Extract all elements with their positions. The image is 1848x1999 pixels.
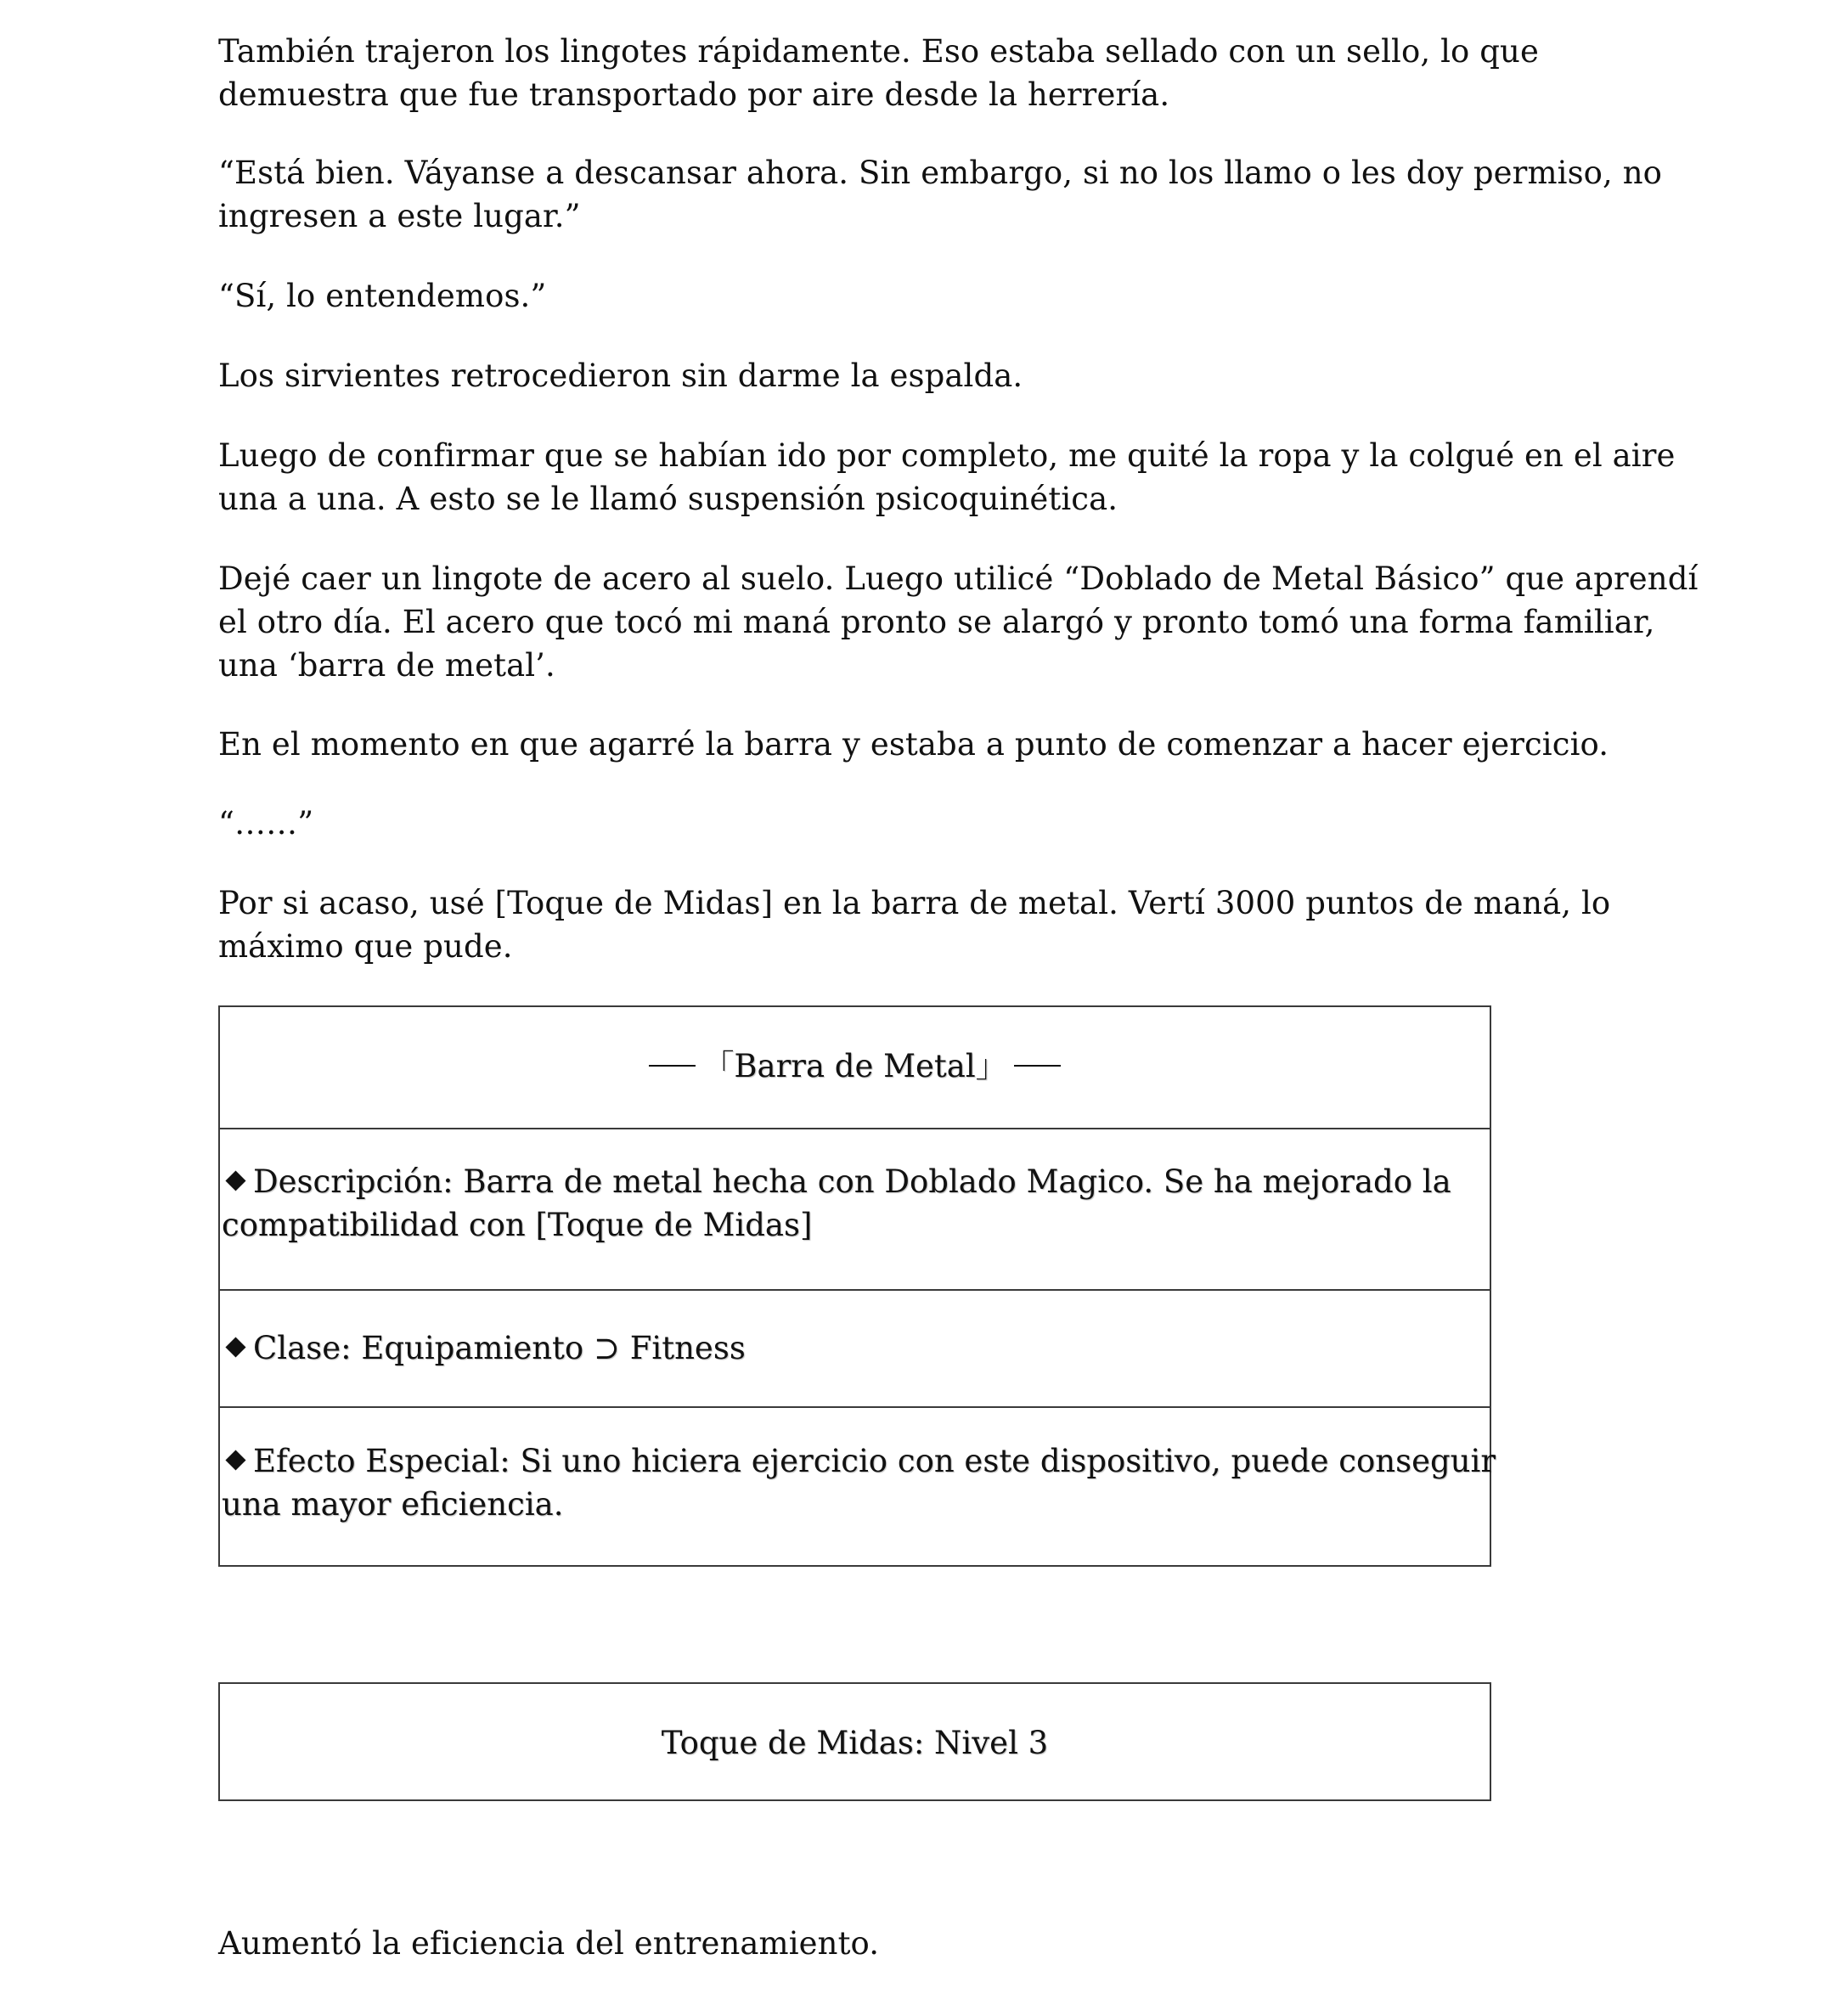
text-line: ingresen a este lugar.” <box>218 198 581 234</box>
item-description-line: compatibilidad con [Toque de Midas] <box>222 1207 813 1243</box>
item-class-text: Clase: Equipamiento ⊃ Fitness <box>253 1330 746 1366</box>
text-line: una a una. A esto se le llamó suspensión psicoquinética. <box>218 481 1118 517</box>
text-line: Los sirvientes retrocedieron sin darme la espalda. <box>218 358 1023 394</box>
text-line: Luego de confirmar que se habían ido por completo, me quité la ropa y la colgué en el aire <box>218 437 1676 474</box>
item-class-row <box>220 1289 1490 1406</box>
paragraph-silence <box>218 802 1679 845</box>
skill-level-window <box>218 1682 1491 1801</box>
text-line: “Sí, lo entendemos.” <box>218 278 547 314</box>
text-line: También trajeron los lingotes rápidamente. Eso estaba sellado con un sello, lo que <box>218 33 1539 70</box>
paragraph-metal-bending <box>218 557 1699 687</box>
diamond-bullet-icon <box>225 1450 245 1470</box>
text-line: “……” <box>218 805 314 842</box>
item-description-row <box>220 1128 1490 1289</box>
paragraph-psychokinesis <box>218 434 1679 521</box>
item-effect <box>222 1439 1496 1526</box>
text-line: Aumentó la eficiencia del entrenamiento. <box>218 1925 880 1962</box>
item-description <box>222 1160 1481 1247</box>
text-line: “Está bien. Váyanse a descansar ahora. Sin embargo, si no los llamo o les doy permiso, no <box>218 155 1663 191</box>
text-line: Por si acaso, usé [Toque de Midas] en la barra de metal. Vertí 3000 puntos de maná, lo <box>218 885 1611 921</box>
diamond-bullet-icon <box>225 1170 245 1191</box>
text-line: En el momento en que agarré la barra y estaba a punto de comenzar a hacer ejercicio. <box>218 726 1609 763</box>
paragraph-servants <box>218 354 1679 397</box>
text-line: una ‘barra de metal’. <box>218 647 555 684</box>
item-effect-text: Efecto Especial: Si uno hiciera ejercicio con este dispositivo, puede conseguir <box>253 1443 1496 1479</box>
dash-right <box>1014 1065 1061 1067</box>
item-description-text: Descripción: Barra de metal hecha con Doblado Magico. Se ha mejorado la <box>253 1163 1451 1200</box>
item-effect-row <box>220 1406 1496 1567</box>
item-effect-line: una mayor eficiencia. <box>222 1486 564 1523</box>
item-title <box>220 1045 1490 1088</box>
paragraph-midas-touch <box>218 881 1679 968</box>
diamond-bullet-icon <box>225 1337 245 1357</box>
item-class <box>222 1326 1481 1370</box>
paragraph-ingots <box>218 30 1679 116</box>
item-title-row <box>220 1007 1490 1128</box>
text-line: demuestra que fue transportado por aire desde la herrería. <box>218 76 1170 113</box>
paragraph-dialogue-understood <box>218 274 1679 318</box>
item-description-line <box>222 1160 1481 1203</box>
item-status-window <box>218 1005 1496 1567</box>
item-class-line <box>222 1326 1481 1370</box>
dash-left <box>649 1065 696 1067</box>
text-line: máximo que pude. <box>218 928 513 965</box>
text-line: Dejé caer un lingote de acero al suelo. Luego utilicé “Doblado de Metal Básico” que aprendí <box>218 560 1699 597</box>
paragraph-closing <box>218 1922 1679 1965</box>
text-line: el otro día. El acero que tocó mi maná pronto se alargó y pronto tomó una forma familiar, <box>218 604 1655 640</box>
paragraph-exercise <box>218 723 1679 766</box>
item-effect-line <box>222 1439 1496 1483</box>
item-title-text: 「Barra de Metal」 <box>702 1048 1007 1084</box>
skill-level-text: Toque de Midas: Nivel 3 <box>661 1725 1049 1761</box>
paragraph-dialogue-rest <box>218 151 1679 238</box>
